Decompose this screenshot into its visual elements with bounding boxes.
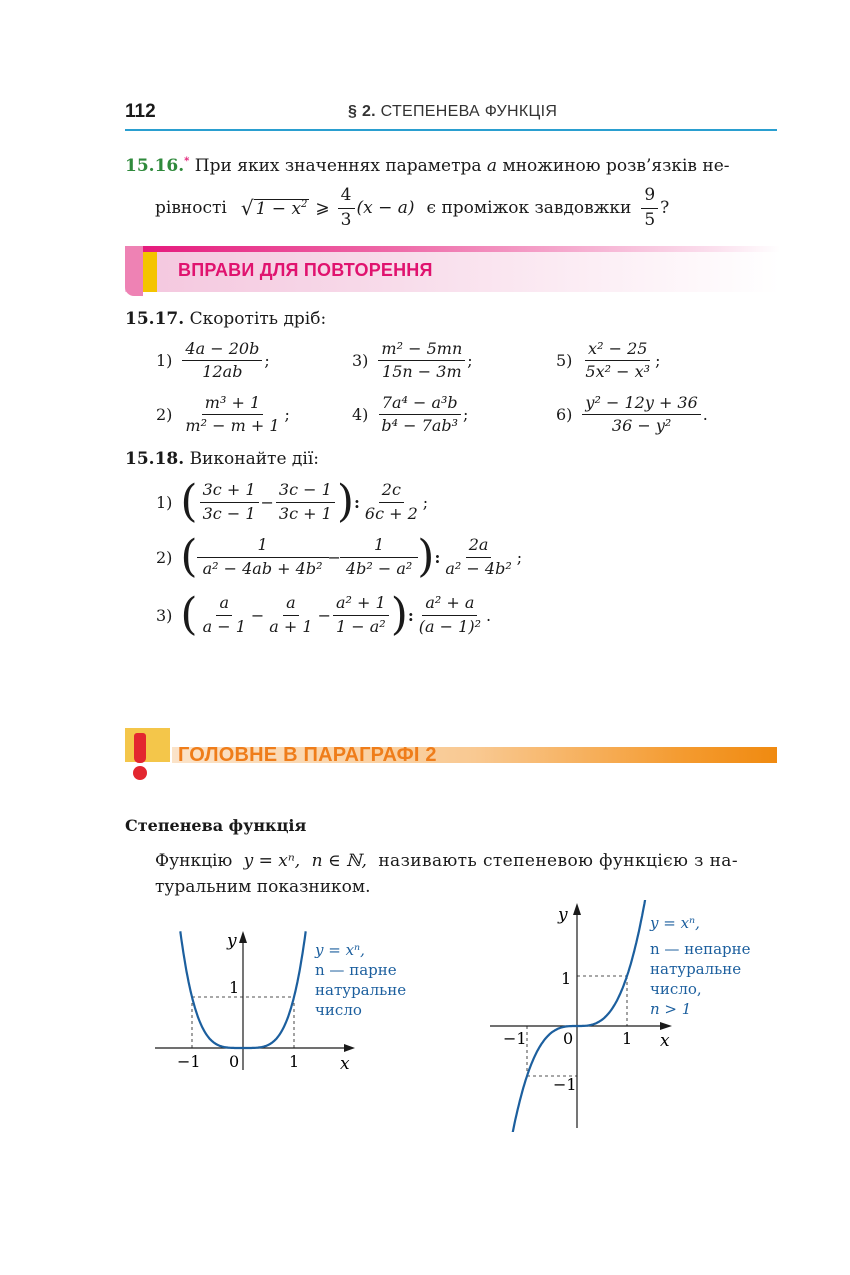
graph-note: y = xⁿ, <box>650 914 700 932</box>
frac-den: a² − 4b² <box>445 558 512 578</box>
graph-note: натуральне <box>650 960 742 978</box>
definition-line-2: туральним показником. <box>155 877 371 897</box>
item-label: 3) <box>352 351 369 371</box>
paren-close: ) <box>417 531 435 582</box>
item-end: ; <box>264 351 270 371</box>
frac-den: 4b² − a² <box>345 558 413 578</box>
colon-sign: : <box>407 605 414 625</box>
paren-close: ) <box>390 589 408 640</box>
frac-num: 2a <box>466 536 492 557</box>
problem-number: 15.17. <box>125 309 185 329</box>
section-mark: § 2. <box>348 103 376 120</box>
summary-banner-square <box>125 728 170 762</box>
frac-num: a² + 1 <box>333 594 389 615</box>
fraction <box>266 594 315 636</box>
problem-text: рівності <box>155 197 227 218</box>
fraction <box>582 340 653 382</box>
paren-open: ( <box>180 531 198 582</box>
frac-num: a <box>283 594 299 615</box>
fraction-item-2 <box>156 394 290 436</box>
exercise-tab-yellow <box>143 252 157 292</box>
paren-expression: (x − a) <box>356 197 415 218</box>
frac-num: m³ + 1 <box>202 394 263 415</box>
tick-label: 0 <box>229 1052 240 1071</box>
colon-sign: : <box>353 492 360 512</box>
item-end: ; <box>467 351 473 371</box>
problem-text: множиною розв’язків не- <box>502 156 730 176</box>
colon-sign: : <box>434 547 441 567</box>
axis-label-y: y <box>558 905 568 925</box>
item-end: ; <box>284 405 290 425</box>
definition-line-1 <box>155 853 738 870</box>
minus-sign: − <box>250 605 265 625</box>
y-axis-arrow-icon <box>573 903 581 915</box>
paren-open: ( <box>180 589 198 640</box>
frac-num: x² − 25 <box>585 340 650 361</box>
frac-den: 5 <box>644 209 656 230</box>
fraction-item-6 <box>556 394 708 436</box>
definition-text: Функцію <box>155 851 233 871</box>
minus-sign: − <box>327 547 341 567</box>
frac-num: a² + a <box>422 594 477 615</box>
minus-sign: − <box>317 605 331 625</box>
fraction <box>582 394 700 436</box>
fraction <box>200 594 249 636</box>
item-end: ; <box>516 547 523 567</box>
item-end: ; <box>463 405 469 425</box>
sqrt-icon: √ <box>240 196 254 221</box>
problem-15-18-heading <box>125 451 319 468</box>
x-axis-arrow-icon <box>344 1044 355 1052</box>
fraction <box>378 394 461 436</box>
graph-note: число <box>315 1001 362 1019</box>
tick-label: 0 <box>563 1029 574 1048</box>
item-end: . <box>702 405 708 425</box>
page-number: 112 <box>125 101 156 122</box>
summary-section-title: ГОЛОВНЕ В ПАРАГРАФІ 2 <box>178 744 437 766</box>
problem-text: При яких значеннях параметра <box>194 156 482 176</box>
graph-odd-power <box>488 900 768 1132</box>
frac-num: m² − 5mn <box>378 340 465 361</box>
item-label: 6) <box>556 405 573 425</box>
item-label: 2) <box>156 547 173 567</box>
frac-den: (a − 1)² <box>418 616 481 636</box>
frac-num: a <box>216 594 232 615</box>
problem-15-16-line1 <box>125 158 730 175</box>
tick-label: 1 <box>622 1029 633 1048</box>
fraction <box>442 536 514 578</box>
frac-den: a − 1 <box>202 616 246 636</box>
frac-den: b⁴ − 7ab³ <box>381 416 459 436</box>
paren-open: ( <box>180 476 198 527</box>
formula-domain: n ∈ ℕ, <box>311 851 367 871</box>
frac-den: 3c − 1 <box>202 503 256 523</box>
graph-note: n — непарне <box>650 940 751 958</box>
tick-label: 1 <box>229 978 240 997</box>
tick-label: −1 <box>177 1052 201 1071</box>
fraction <box>343 536 415 578</box>
fraction <box>276 481 335 523</box>
question-mark: ? <box>660 197 670 218</box>
item-label: 1) <box>156 351 173 371</box>
fraction <box>378 340 465 382</box>
frac-num: 4a − 20b <box>182 340 262 361</box>
item-label: 4) <box>352 405 369 425</box>
expression-item-3 <box>156 589 492 640</box>
item-end: ; <box>422 492 429 512</box>
frac-den: 12ab <box>202 362 243 382</box>
item-label: 2) <box>156 405 173 425</box>
chapter-title <box>348 103 557 121</box>
fraction-item-3 <box>352 340 473 382</box>
problem-15-17-heading <box>125 311 326 328</box>
graph-note: натуральне <box>315 981 407 999</box>
frac-den: 15n − 3m <box>382 362 462 382</box>
fraction <box>333 594 389 636</box>
problem-15-16-line2 <box>155 186 669 230</box>
fraction-9-5 <box>641 186 658 230</box>
graph-note: число, <box>650 980 702 998</box>
frac-num: 1 <box>340 536 418 557</box>
graph-even-power <box>150 925 470 1075</box>
item-label: 1) <box>156 492 173 512</box>
frac-num: 4 <box>338 186 355 209</box>
tick-label: −1 <box>503 1029 527 1048</box>
section-title: СТЕПЕНЕВА ФУНКЦІЯ <box>380 103 558 120</box>
exclamation-icon <box>134 733 146 763</box>
star-mark: * <box>184 156 190 167</box>
problem-number: 15.18. <box>125 449 185 469</box>
exercise-banner-stripe <box>140 246 780 252</box>
tick-label: 1 <box>561 969 572 988</box>
tick-label: 1 <box>289 1052 300 1071</box>
problem-text: є проміжок завдовжки <box>426 197 632 218</box>
expression-item-2 <box>156 531 523 582</box>
problem-text: Скоротіть дріб: <box>189 309 327 329</box>
fraction <box>182 394 282 436</box>
sqrt-exp: 2 <box>301 199 308 211</box>
definition-text: називають степеневою функцією з на- <box>378 851 738 871</box>
fraction-item-1 <box>156 340 270 382</box>
frac-den: 5x² − x³ <box>585 362 651 382</box>
frac-den: m² − m + 1 <box>185 416 280 436</box>
fraction <box>362 481 421 523</box>
minus-sign: − <box>260 492 274 512</box>
frac-num: 3c − 1 <box>276 481 335 502</box>
formula: y = xⁿ, <box>243 851 301 871</box>
frac-den: 3c + 1 <box>278 503 332 523</box>
frac-num: 3c + 1 <box>200 481 259 502</box>
expression-item-1 <box>156 476 429 527</box>
item-end: . <box>486 605 492 625</box>
exclamation-dot-icon <box>133 766 147 780</box>
sqrt-body: 1 − x <box>255 199 302 220</box>
frac-num: 2c <box>379 481 404 502</box>
frac-num: 1 <box>197 536 329 557</box>
fraction-item-5 <box>556 340 660 382</box>
graph-note: n > 1 <box>650 1000 692 1018</box>
fraction-item-4 <box>352 394 468 436</box>
frac-den: 3 <box>340 209 352 230</box>
graph-note: n — парне <box>315 961 397 979</box>
graph-note: y = xⁿ, <box>315 941 365 959</box>
exercise-tab-pink <box>125 246 143 296</box>
param-a: a <box>486 156 498 176</box>
frac-den: 1 − a² <box>336 616 386 636</box>
y-axis-arrow-icon <box>239 931 247 943</box>
frac-den: a² − 4ab + 4b² <box>202 558 323 578</box>
problem-number: 15.16. <box>125 156 185 176</box>
sqrt-expression <box>240 196 310 221</box>
fraction <box>182 340 262 382</box>
frac-den: 36 − y² <box>611 416 672 436</box>
fraction-4-3 <box>338 186 355 230</box>
axis-label-x: x <box>340 1054 350 1074</box>
frac-den: 6c + 2 <box>364 503 418 523</box>
fraction <box>200 536 326 578</box>
subsection-heading: Степенева функція <box>125 816 307 835</box>
axis-label-y: y <box>227 931 237 951</box>
exercise-section-title: ВПРАВИ ДЛЯ ПОВТОРЕННЯ <box>178 260 433 280</box>
x-axis-arrow-icon <box>660 1022 672 1030</box>
header-rule <box>125 129 777 131</box>
frac-num: y² − 12y + 36 <box>582 394 700 415</box>
axis-label-x: x <box>660 1031 670 1051</box>
item-label: 5) <box>556 351 573 371</box>
item-end: ; <box>655 351 661 371</box>
item-label: 3) <box>156 605 173 625</box>
frac-den: a + 1 <box>269 616 313 636</box>
problem-text: Виконайте дії: <box>189 449 319 469</box>
paren-close: ) <box>336 476 354 527</box>
fraction <box>416 594 484 636</box>
frac-num: 9 <box>641 186 658 209</box>
fraction <box>200 481 259 523</box>
geq-sign: ⩾ <box>315 197 330 218</box>
frac-num: 7a⁴ − a³b <box>379 394 461 415</box>
tick-label: −1 <box>553 1075 577 1094</box>
